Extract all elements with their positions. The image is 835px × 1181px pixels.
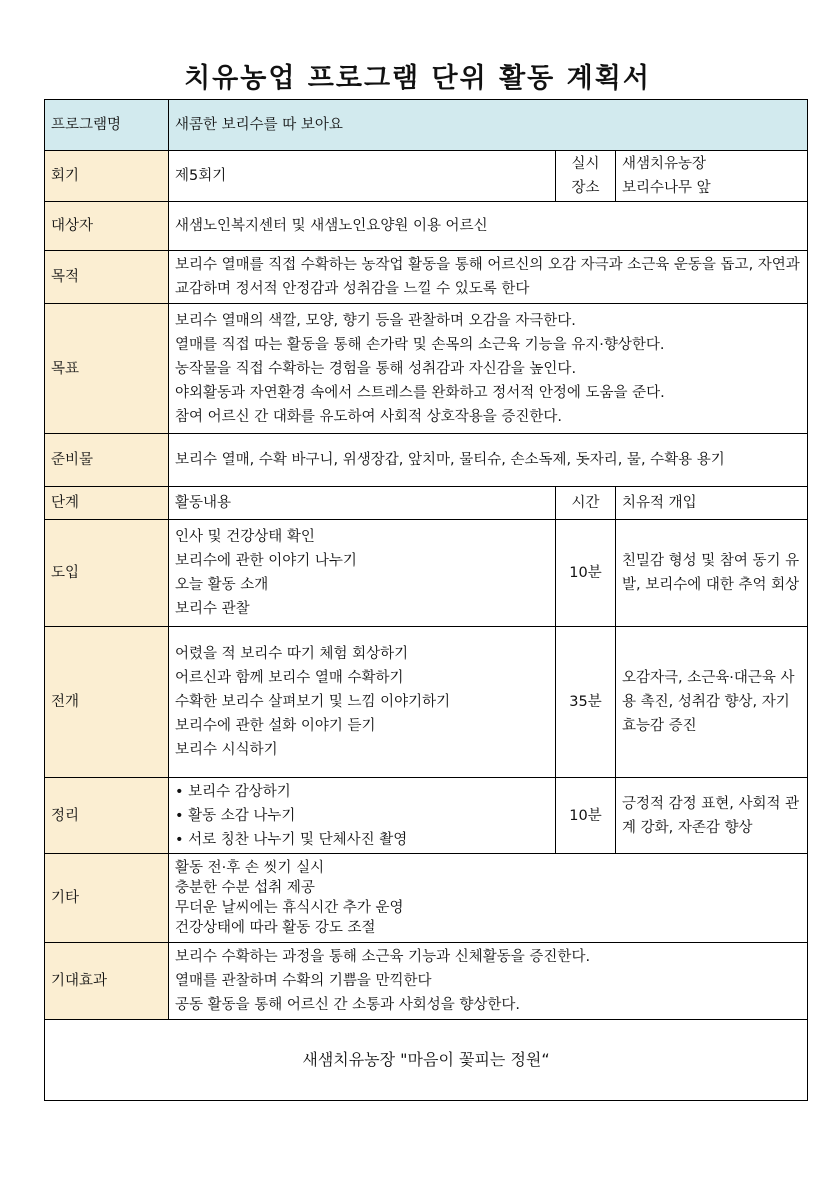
columns-header-row bbox=[45, 487, 808, 520]
activity-item: 보리수에 관한 설화 이야기 듣기 bbox=[175, 718, 376, 734]
program-label: 프로그램명 bbox=[45, 100, 169, 151]
place-label-line: 장소 bbox=[571, 180, 600, 196]
goal-item: 야외활동과 자연환경 속에서 스트레스를 완화하고 정서적 안정에 도움을 준다. bbox=[175, 384, 665, 401]
stage-activities bbox=[169, 520, 556, 627]
etc-label: 기타 bbox=[45, 854, 169, 943]
activity-item: 보리수에 관한 이야기 나누기 bbox=[175, 553, 357, 569]
etc-row bbox=[45, 854, 808, 943]
session-value: 제5회기 bbox=[169, 151, 556, 202]
goal-item: 참여 어르신 간 대화를 유도하여 사회적 상호작용을 증진한다. bbox=[175, 408, 563, 425]
target-label: 대상자 bbox=[45, 202, 169, 251]
stage-intervention: 친밀감 형성 및 참여 동기 유발, 보리수에 대한 추억 회상 bbox=[616, 520, 808, 627]
activity-item: 보리수 시식하기 bbox=[175, 742, 278, 758]
stage-intervention: 오감자극, 소근육·대근육 사용 촉진, 성취감 향상, 자기효능감 증진 bbox=[616, 627, 808, 778]
effect-item: 공동 활동을 통해 어르신 간 소통과 사회성을 향상한다. bbox=[175, 997, 521, 1013]
column-stage: 단계 bbox=[45, 487, 169, 520]
program-row bbox=[45, 100, 808, 151]
target-value: 새샘노인복지센터 및 새샘노인요양원 이용 어르신 bbox=[169, 202, 808, 251]
etc-item: 활동 전·후 손 씻기 실시 bbox=[175, 860, 325, 876]
activity-item: 인사 및 건강상태 확인 bbox=[175, 529, 315, 545]
stage-name: 전개 bbox=[45, 627, 169, 778]
etc-item: 건강상태에 따라 활동 강도 조절 bbox=[175, 920, 376, 936]
stage-time: 10분 bbox=[556, 778, 616, 854]
session-row bbox=[45, 151, 808, 202]
activity-item: 오늘 활동 소개 bbox=[175, 577, 269, 593]
activity-plan-table bbox=[44, 99, 808, 1101]
goal-item: 열매를 직접 따는 활동을 통해 손가락 및 손목의 소근육 기능을 유지·향상한다. bbox=[175, 336, 665, 353]
stage-name: 정리 bbox=[45, 778, 169, 854]
goals-list bbox=[169, 304, 808, 434]
goal-item: 농작물을 직접 수확하는 경험을 통해 성취감과 자신감을 높인다. bbox=[175, 360, 577, 377]
session-label: 회기 bbox=[45, 151, 169, 202]
activity-item: • 보리수 감상하기 bbox=[175, 783, 291, 800]
stage-row bbox=[45, 520, 808, 627]
activity-item: 어르신과 함께 보리수 열매 수확하기 bbox=[175, 670, 404, 686]
activity-item: 보리수 관찰 bbox=[175, 601, 250, 617]
goals-row bbox=[45, 304, 808, 434]
page-title: 치유농업 프로그램 단위 활동 계획서 bbox=[184, 63, 651, 94]
column-time: 시간 bbox=[556, 487, 616, 520]
stage-time: 35분 bbox=[556, 627, 616, 778]
stage-activities bbox=[169, 778, 556, 854]
etc-item: 충분한 수분 섭취 제공 bbox=[175, 880, 315, 896]
stage-intervention: 긍정적 감정 표현, 사회적 관계 강화, 자존감 향상 bbox=[616, 778, 808, 854]
activity-item: 수확한 보리수 살펴보기 및 느낌 이야기하기 bbox=[175, 694, 451, 710]
footer-row bbox=[45, 1020, 808, 1101]
stage-name: 도입 bbox=[45, 520, 169, 627]
effect-item: 열매를 관찰하며 수확의 기쁨을 만끽한다 bbox=[175, 973, 432, 989]
purpose-value: 보리수 열매를 직접 수확하는 농작업 활동을 통해 어르신의 오감 자극과 소근육 운동을 돕고, 자연과 교감하며 정서적 안정감과 성취감을 느낄 수 있도록 한다 bbox=[169, 251, 808, 304]
place-value-line: 새샘치유농장 bbox=[622, 156, 707, 172]
effects-row bbox=[45, 943, 808, 1020]
place-label-line: 실시 bbox=[571, 156, 600, 172]
footer-text: 새샘치유농장 "마음이 꽃피는 정원“ bbox=[45, 1020, 808, 1101]
materials-label: 준비물 bbox=[45, 434, 169, 487]
program-value: 새콤한 보리수를 따 보아요 bbox=[169, 100, 808, 151]
stage-time: 10분 bbox=[556, 520, 616, 627]
column-intervention: 치유적 개입 bbox=[616, 487, 808, 520]
place-value bbox=[616, 151, 808, 202]
etc-list bbox=[169, 854, 808, 943]
materials-row bbox=[45, 434, 808, 487]
effects-list bbox=[169, 943, 808, 1020]
target-row bbox=[45, 202, 808, 251]
activity-item: • 서로 칭찬 나누기 및 단체사진 촬영 bbox=[175, 831, 408, 848]
activity-item: 어렸을 적 보리수 따기 체험 회상하기 bbox=[175, 646, 409, 662]
purpose-label: 목적 bbox=[45, 251, 169, 304]
materials-value: 보리수 열매, 수확 바구니, 위생장갑, 앞치마, 물티슈, 손소독제, 돗자리, 물, 수확용 용기 bbox=[169, 434, 808, 487]
stage-row bbox=[45, 778, 808, 854]
effects-label: 기대효과 bbox=[45, 943, 169, 1020]
place-value-line: 보리수나무 앞 bbox=[622, 180, 711, 196]
purpose-row bbox=[45, 251, 808, 304]
column-content: 활동내용 bbox=[169, 487, 556, 520]
goals-label: 목표 bbox=[45, 304, 169, 434]
stage-row bbox=[45, 627, 808, 778]
place-label bbox=[556, 151, 616, 202]
stage-activities bbox=[169, 627, 556, 778]
etc-item: 무더운 날씨에는 휴식시간 추가 운영 bbox=[175, 900, 404, 916]
effect-item: 보리수 수확하는 과정을 통해 소근육 기능과 신체활동을 증진한다. bbox=[175, 949, 591, 965]
activity-item: • 활동 소감 나누기 bbox=[175, 807, 296, 824]
goal-item: 보리수 열매의 색깔, 모양, 향기 등을 관찰하며 오감을 자극한다. bbox=[175, 312, 576, 329]
